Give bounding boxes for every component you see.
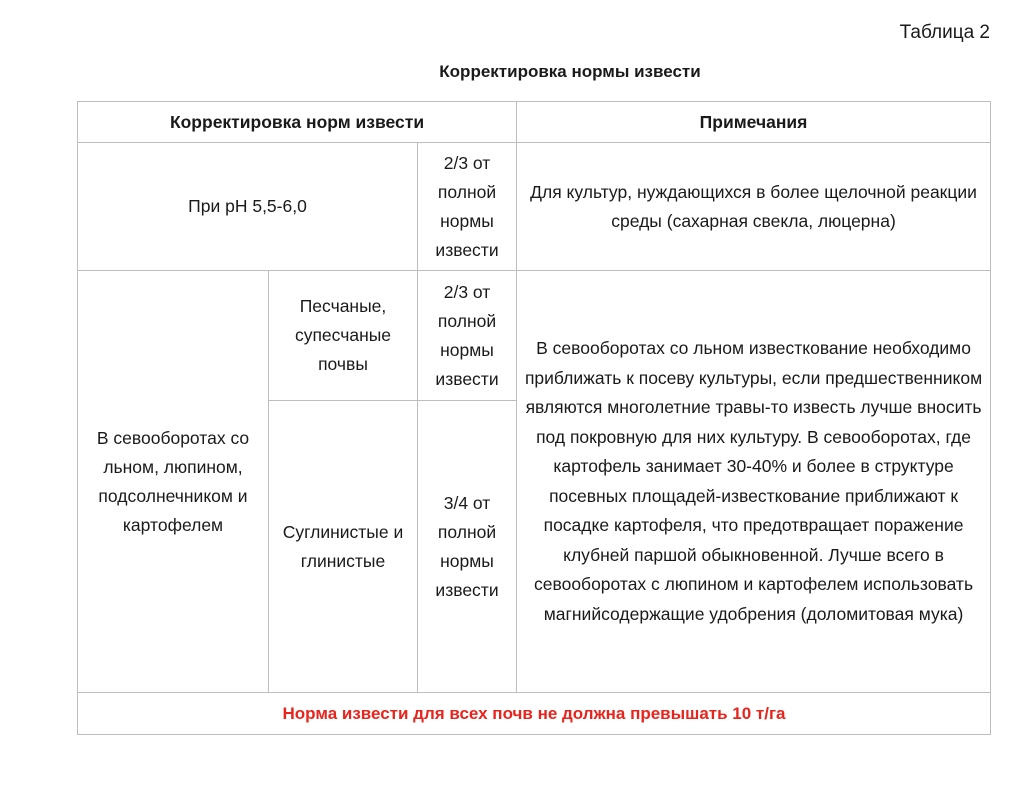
condition-ph-cell: При рН 5,5-6,0 (78, 143, 418, 271)
table-row (78, 271, 991, 401)
lime-correction-table (77, 101, 991, 735)
note-rotation-cell: В севооборотах со льном известкование необходимо приближать к посеву культуры, если предшественником являются многолетние травы-то известь лучше вносить под покровную для них культуру. В севооборотах, где картофель занимает 30-40% и более в структуре посевных площадей-известкование приближают к посадке картофеля, что предотвращает поражение клубней паршой обыкновенной. Лучше всего в севооборотах с люпином и картофелем использовать магнийсодержащие удобрения (доломитовая мука) (517, 271, 991, 693)
norm-ph-cell: 2/3 от полной нормы извести (418, 143, 517, 271)
table-number-label: Таблица 2 (899, 22, 990, 43)
note-ph-cell: Для культур, нуждающихся в более щелочной реакции среды (сахарная свекла, люцерна) (517, 143, 991, 271)
header-notes: Примечания (517, 102, 991, 143)
condition-rotation-cell: В севооборотах со льном, люпином, подсолнечником и картофелем (78, 271, 269, 693)
soil-clay-cell: Суглинистые и глинистые (269, 401, 418, 693)
footer-limit-note: Норма извести для всех почв не должна превышать 10 т/га (78, 693, 991, 735)
document-title: Корректировка нормы извести (439, 62, 701, 81)
table-footer-row (78, 693, 991, 735)
norm-clay-cell: 3/4 от полной нормы извести (418, 401, 517, 693)
header-correction: Корректировка норм извести (78, 102, 517, 143)
table-row (78, 143, 991, 271)
norm-sandy-cell: 2/3 от полной нормы извести (418, 271, 517, 401)
table-header-row (78, 102, 991, 143)
soil-sandy-cell: Песчаные, супесчаные почвы (269, 271, 418, 401)
